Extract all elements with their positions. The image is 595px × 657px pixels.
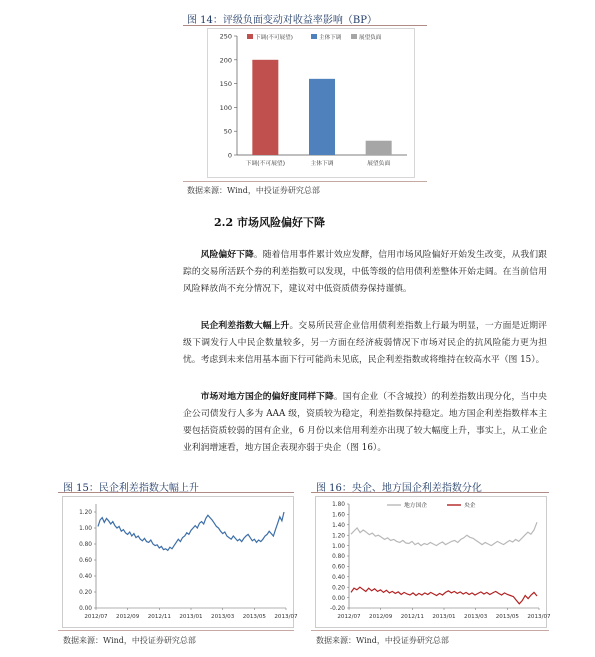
y-tick-label: 0.00 xyxy=(332,595,345,602)
x-tick-label: 主体下调 xyxy=(310,161,334,167)
figure-16-top-rule xyxy=(311,492,549,493)
figure-16-chart xyxy=(315,496,551,628)
figure-14-top-rule xyxy=(183,25,427,26)
y-tick-label: 50 xyxy=(223,127,232,136)
x-tick-label: 2012/11 xyxy=(400,614,424,620)
figure-15-source: 数据来源：Wind，中投证券研究总部 xyxy=(63,636,196,645)
x-tick-label: 2013/01 xyxy=(432,614,456,620)
figure-15-bottom-rule xyxy=(58,630,294,631)
y-tick-label: 1.40 xyxy=(332,523,345,529)
legend-label: 展望负面 xyxy=(359,35,382,41)
y-tick-label: 0.00 xyxy=(79,606,92,613)
paragraph-lead: 民企利差指数大幅上升 xyxy=(200,321,290,331)
x-tick-label: 2012/07 xyxy=(337,614,361,620)
legend-label: 地方国企 xyxy=(404,503,428,510)
y-tick-label: 1.20 xyxy=(79,510,92,517)
x-tick-label: 2013/03 xyxy=(464,614,488,620)
figure-15-title: 图 15：民企利差指数大幅上升 xyxy=(63,483,199,494)
bar xyxy=(309,79,335,155)
x-tick-label: 2013/03 xyxy=(211,614,235,620)
legend-label: 央企 xyxy=(464,503,476,510)
y-tick-label: 0.40 xyxy=(332,575,345,581)
y-tick-label: 1.60 xyxy=(332,512,345,519)
y-tick-label: 0.40 xyxy=(79,574,92,581)
y-tick-label: 1.20 xyxy=(332,533,345,540)
y-tick-label: 100 xyxy=(219,103,232,112)
x-tick-label: 2013/07 xyxy=(274,614,298,620)
figure-16-title: 图 16：央企、地方国企利差指数分化 xyxy=(316,483,482,494)
x-tick-label: 2012/09 xyxy=(116,614,140,620)
section-heading: 2.2 市场风险偏好下降 xyxy=(214,216,325,229)
y-tick-label: 1.00 xyxy=(79,526,92,533)
bar xyxy=(252,60,278,155)
legend-label: 下调(不可展望) xyxy=(255,35,293,41)
y-tick-label: 0.80 xyxy=(79,542,92,549)
figure-14-source: 数据来源：Wind，中投证券研究总部 xyxy=(187,186,320,195)
x-tick-label: 展望负面 xyxy=(367,161,391,167)
legend-swatch xyxy=(311,34,317,39)
x-tick-label: 下调(不可展望) xyxy=(245,161,285,167)
y-tick-label: 0 xyxy=(227,151,232,160)
y-tick-label: 250 xyxy=(219,32,232,41)
figure-14-bottom-rule xyxy=(183,181,427,182)
legend-swatch xyxy=(247,34,253,39)
x-tick-label: 2012/11 xyxy=(147,614,171,620)
x-tick-label: 2012/07 xyxy=(84,614,108,620)
figure-15-top-rule xyxy=(58,492,294,493)
paragraph-text: 。交易所民营企业信用债利差指数上行最为明显，一方面是近期评级下调发行人中民企数量较多，另一方面在经济疲弱情况下市场对民企的抗风险能力更为担忧。考虑到未来信用基本面下行可能尚未见底，民企利差指数或将维持在较高水平（图 15）。 xyxy=(183,321,547,365)
paragraph-lead: 市场对地方国企的偏好度同样下降 xyxy=(200,392,334,402)
bar xyxy=(366,141,392,155)
x-tick-label: 2013/05 xyxy=(242,614,266,620)
y-tick-label: 1.00 xyxy=(332,543,345,550)
paragraph-local-soe xyxy=(183,389,547,457)
legend-label: 主体下调 xyxy=(319,35,342,41)
y-tick-label: -0.20 xyxy=(330,606,345,613)
y-tick-label: 0.60 xyxy=(332,564,345,571)
y-tick-label: 0.20 xyxy=(332,585,345,592)
figure-15-chart xyxy=(62,496,298,628)
y-tick-label: 0.20 xyxy=(79,590,92,597)
figure-16-bottom-rule xyxy=(311,630,549,631)
figure-14-title: 图 14：评级负面变动对收益率影响（BP） xyxy=(187,15,377,26)
figure-16-source: 数据来源：Wind，中投证券研究总部 xyxy=(316,636,449,645)
y-tick-label: 1.80 xyxy=(332,502,345,509)
x-tick-label: 2013/07 xyxy=(527,614,551,620)
y-tick-label: 150 xyxy=(219,80,232,89)
y-tick-label: 200 xyxy=(219,56,232,65)
y-tick-label: 0.60 xyxy=(79,558,92,565)
x-tick-label: 2013/05 xyxy=(495,614,519,620)
paragraph-text: 。随着信用事件累计效应发酵，信用市场风险偏好开始发生改变，从我们跟踪的交易所活跃个券的利差指数可以发现，中低等级的信用债利差整体开始走阔。在当前信用风险释放尚不充分情况下，建议对中低资质债券保持谨慎。 xyxy=(183,250,547,294)
paragraph-private-spread xyxy=(183,318,547,369)
paragraph-risk-appetite xyxy=(183,247,547,298)
paragraph-lead: 风险偏好下降 xyxy=(200,250,254,260)
paragraph-text: 。国有企业（不含城投）的利差指数出现分化，当中央企公司债发行人多为 AAA 级，资质较为稳定，利差指数保持稳定。地方国企利差指数样本主要包括资质较弱的国有企业，6 月份以来信用利差亦出现了较大幅度上升，事实上，从工业企业利润增速看，地方国企表现亦弱于央企（图 16）。 xyxy=(183,392,547,453)
x-tick-label: 2012/09 xyxy=(369,614,393,620)
y-tick-label: 0.80 xyxy=(332,554,345,561)
figure-14-chart xyxy=(207,28,415,178)
legend-swatch xyxy=(351,34,357,39)
x-tick-label: 2013/01 xyxy=(179,614,203,620)
